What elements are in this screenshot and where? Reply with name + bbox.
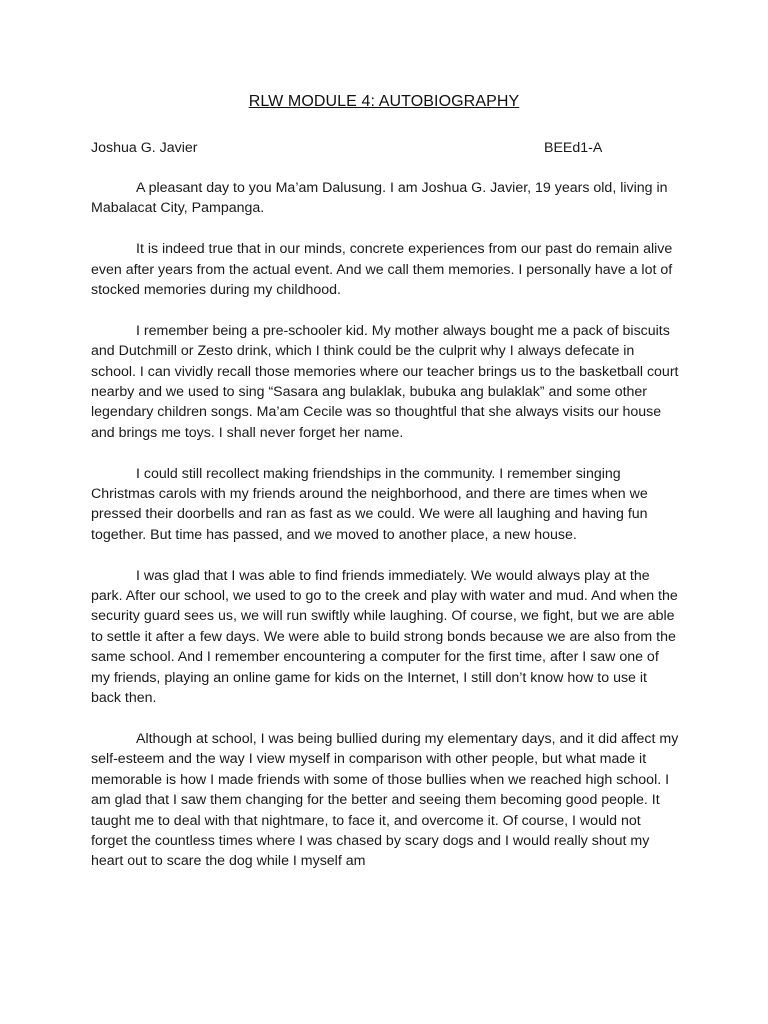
document-title: RLW MODULE 4: AUTOBIOGRAPHY bbox=[248, 93, 520, 110]
paragraph: It is indeed true that in our minds, concrete experiences from our past do remain alive even after years from the actual event. And we call them memories. I personally have a lot of stocked memories during my childhood. bbox=[91, 241, 673, 299]
class-section: BEEd1-A bbox=[544, 140, 603, 156]
author-name: Joshua G. Javier bbox=[91, 140, 198, 156]
document-body bbox=[91, 178, 679, 892]
paragraph: I remember being a pre-schooler kid. My mother always bought me a pack of biscuits and Dutchmill or Zesto drink, which I think could be the culprit why I always defecate in school. I can vividly recall those memories where our teacher brings us to the basketball court nearby and we used to sing “Sasara ang bulaklak, bubuka ang bulaklak” and some other legendary children songs. Ma’am Cecile was so thoughtful that she always visits our house and brings me toys. I shall never forget her name. bbox=[91, 322, 679, 441]
paragraph: I was glad that I was able to find friends immediately. We would always play at the park. After our school, we used to go to the creek and play with water and mud. And when the security guard sees us, we will run swiftly while laughing. Of course, we fight, but we are able to settle it after a few days. We were able to build strong bonds because we are also from the same school. And I remember encountering a computer for the first time, after I saw one of my friends, playing an online game for kids on the Internet, I still don’t know how to use it back then. bbox=[91, 567, 678, 707]
paragraph: Although at school, I was being bullied during my elementary days, and it did affect my self-esteem and the way I view myself in comparison with other people, but what made it memorable is how I made friends with some of those bullies when we reached high school. I am glad that I saw them changing for the better and seeing them becoming good people. It taught me to deal with that nightmare, to face it, and overcome it. Of course, I would not forget the countless times where I was chased by scary dogs and I would really shout my heart out to scare the dog while I myself am bbox=[91, 730, 679, 870]
paragraph: I could still recollect making friendships in the community. I remember singing Christmas carols with my friends around the neighborhood, and there are times when we pressed their doorbells and ran as fast as we could. We were all laughing and having fun together. But time has passed, and we moved to another place, a new house. bbox=[91, 465, 648, 543]
paragraph: A pleasant day to you Ma’am Dalusung. I am Joshua G. Javier, 19 years old, living in Mabalacat City, Pampanga. bbox=[91, 180, 668, 217]
